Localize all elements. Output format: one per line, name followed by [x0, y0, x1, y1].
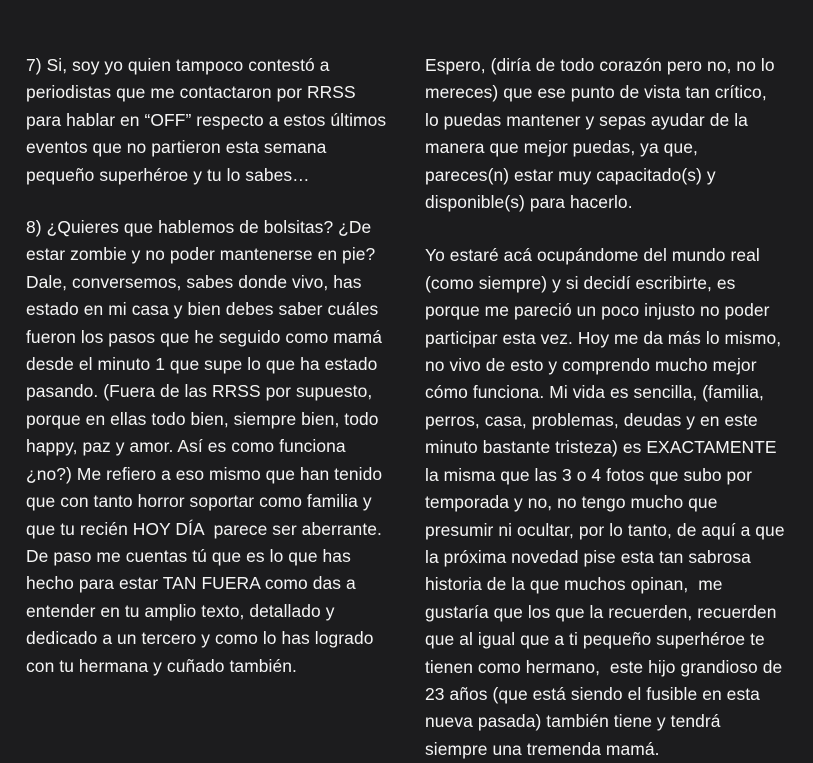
- paragraph-espero: Espero, (diría de todo corazón pero no, no lo mereces) que ese punto de vista tan crítico, lo puedas mantener y sepas ayudar de la manera que mejor puedas, ya que, pareces(n) estar muy capacitado(s) y disponible(s) para hacerlo.: [425, 55, 780, 213]
- paragraph-8: 8) ¿Quieres que hablemos de bolsitas? ¿De estar zombie y no poder mantenerse en pie? Dale, conversemos, sabes donde vivo, has estado en mi casa y bien debes saber cuáles fueron los pasos que he seguido como mamá desde el minuto 1 que supe lo que ha estado pasando. (Fuera de las RRSS por supuesto, porque en ellas todo bien, siempre bien, todo happy, paz y amor. Así es como funciona ¿no?) Me refiero a eso mismo que han tenido que con tanto horror soportar como familia y que tu recién HOY DÍA parece ser aberrante. De paso me cuentas tú que es lo que has hecho para estar TAN FUERA como das a entender en tu amplio texto, detallado y dedicado a un tercero y como lo has logrado con tu hermana y cuñado también.: [26, 217, 388, 676]
- paragraph-yo-estare: Yo estaré acá ocupándome del mundo real (como siempre) y si decidí escribirte, es porque me pareció un poco injusto no poder participar esta vez. Hoy me da más lo mismo, no vivo de esto y comprendo mucho mejor cómo funciona. Mi vida es sencilla, (familia, perros, casa, problemas, deudas y en este minuto bastante tristeza) es EXACTAMENTE la misma que las 3 o 4 fotos que subo por temporada y no, no tengo mucho que presumir ni ocultar, por lo tanto, de aquí a que la próxima novedad pise esta tan sabrosa historia de la que muchos opinan, me gustaría que los que la recuerden, recuerden que al igual que a ti pequeño superhéroe te tienen como hermano, este hijo grandioso de 23 años (que está siendo el fusible en esta nueva pasada) también tiene y tendrá siempre una tremenda mamá.: [425, 245, 790, 759]
- right-text-column: [401, 52, 790, 759]
- left-text-column: [26, 52, 401, 676]
- paragraph-7: 7) Si, soy yo quien tampoco contestó a periodistas que me contactaron por RRSS para hablar en “OFF” respecto a estos últimos eventos que no partieron esta semana pequeño superhéroe y tu lo sabes…: [26, 55, 392, 185]
